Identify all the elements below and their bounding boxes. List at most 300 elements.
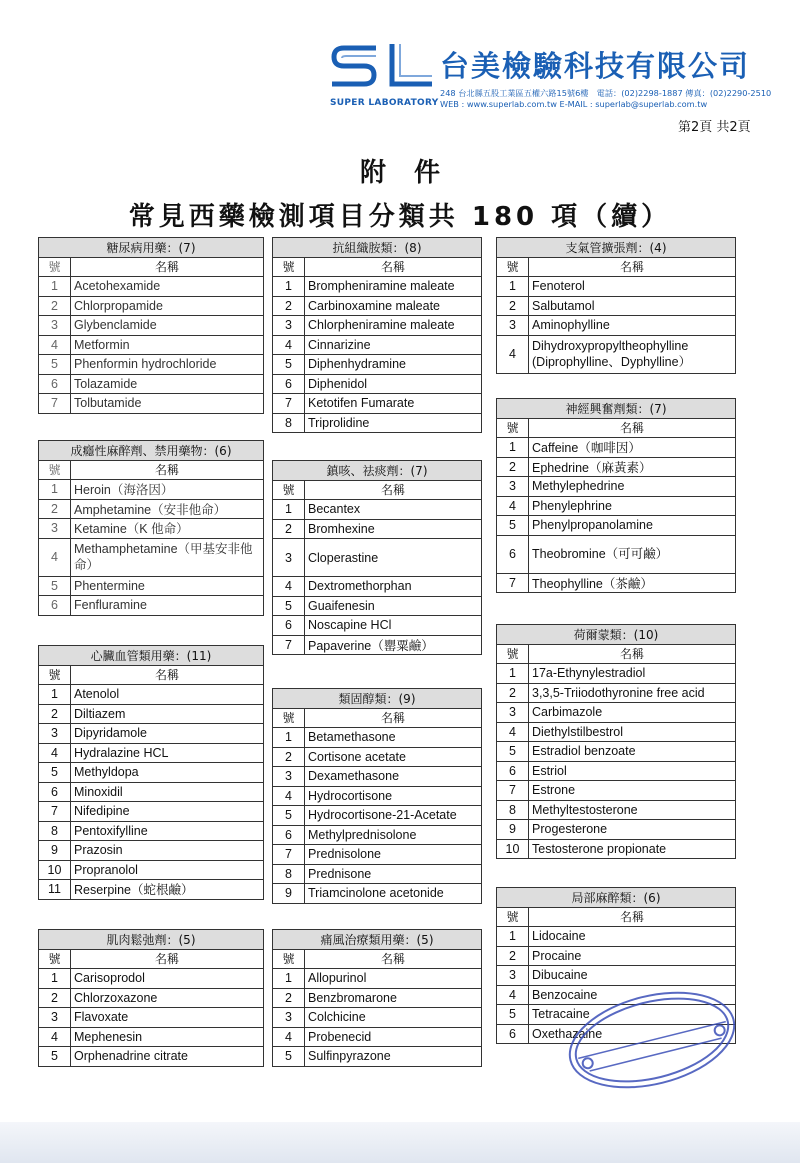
drug-name: Triprolidine — [305, 413, 482, 433]
column-header-num: 號 — [497, 907, 529, 927]
table-row — [497, 820, 736, 840]
row-number: 6 — [39, 374, 71, 394]
table-row — [497, 496, 736, 516]
table-row — [39, 335, 264, 355]
drug-name: Methylephedrine — [529, 477, 736, 497]
row-number: 8 — [39, 821, 71, 841]
row-number: 5 — [497, 1005, 529, 1025]
row-number: 3 — [39, 316, 71, 336]
drug-category-table — [272, 460, 482, 655]
column-header-name: 名稱 — [71, 665, 264, 685]
drug-category-table — [496, 624, 736, 859]
row-number: 6 — [497, 1024, 529, 1044]
table-row — [39, 499, 264, 519]
table-row — [273, 413, 482, 433]
column-header-num: 號 — [39, 949, 71, 969]
drug-name: Hydralazine HCL — [71, 743, 264, 763]
drug-name: Dexamethasone — [305, 767, 482, 787]
drug-category-table — [496, 237, 736, 374]
table-row — [39, 374, 264, 394]
drug-category-table — [38, 237, 264, 414]
row-number: 7 — [273, 635, 305, 655]
table-row — [497, 761, 736, 781]
drug-name: Methyltestosterone — [529, 800, 736, 820]
drug-name: Minoxidil — [71, 782, 264, 802]
drug-name: Brompheniramine maleate — [305, 277, 482, 297]
column-header-num: 號 — [273, 480, 305, 500]
drug-name: 3,3,5-Triiodothyronine free acid — [529, 683, 736, 703]
drug-name: Methyldopa — [71, 763, 264, 783]
row-number: 4 — [273, 1027, 305, 1047]
row-number: 5 — [273, 806, 305, 826]
row-number: 2 — [39, 499, 71, 519]
drug-name: Phentermine — [71, 576, 264, 596]
column-header-name: 名稱 — [305, 949, 482, 969]
row-number: 2 — [273, 519, 305, 539]
table-row — [273, 845, 482, 865]
category-title: 成癮性麻醉劑、禁用藥物：(6) — [39, 441, 264, 461]
row-number: 5 — [39, 1047, 71, 1067]
row-number: 4 — [39, 335, 71, 355]
table-row — [497, 946, 736, 966]
row-number: 5 — [273, 355, 305, 375]
row-number: 5 — [273, 1047, 305, 1067]
row-number: 6 — [39, 782, 71, 802]
column-header-name: 名稱 — [529, 907, 736, 927]
table-row — [39, 880, 264, 900]
drug-name: Chlorpropamide — [71, 296, 264, 316]
table-row — [273, 316, 482, 336]
row-number: 4 — [497, 985, 529, 1005]
drug-name: Carisoprodol — [71, 969, 264, 989]
company-name: 台美檢驗科技有限公司 — [440, 49, 751, 83]
table-row — [273, 806, 482, 826]
drug-name: Dihydroxypropyltheophylline (Diprophylline、Dyphylline） — [529, 335, 736, 373]
table-row — [273, 519, 482, 539]
drug-name: Guaifenesin — [305, 596, 482, 616]
row-number: 2 — [497, 946, 529, 966]
drug-name: Prazosin — [71, 841, 264, 861]
table-row — [273, 500, 482, 520]
drug-name: Atenolol — [71, 685, 264, 705]
letterhead — [0, 0, 800, 140]
drug-name: Salbutamol — [529, 296, 736, 316]
table-row — [273, 988, 482, 1008]
table-row — [497, 457, 736, 477]
drug-name: Hydrocortisone-21-Acetate — [305, 806, 482, 826]
drug-name: Ephedrine（麻黃素） — [529, 457, 736, 477]
sl-logo-icon — [330, 42, 434, 96]
drug-name: Cloperastine — [305, 539, 482, 577]
drug-name: Sulfinpyrazone — [305, 1047, 482, 1067]
column-header-name: 名稱 — [71, 949, 264, 969]
drug-name: Estrone — [529, 781, 736, 801]
table-row — [497, 800, 736, 820]
row-number: 7 — [497, 781, 529, 801]
column-header-name: 名稱 — [305, 257, 482, 277]
drug-name: Testosterone propionate — [529, 839, 736, 859]
column-header-num: 號 — [273, 708, 305, 728]
drug-name: Tolbutamide — [71, 394, 264, 414]
table-row — [39, 782, 264, 802]
table-row — [39, 394, 264, 414]
drug-name: Tetracaine — [529, 1005, 736, 1025]
drug-name: Lidocaine — [529, 927, 736, 947]
drug-name: Reserpine（蛇根鹼） — [71, 880, 264, 900]
drug-name: Theophylline（茶鹼） — [529, 573, 736, 593]
row-number: 3 — [497, 316, 529, 336]
drug-category-table — [272, 237, 482, 433]
row-number: 2 — [273, 988, 305, 1008]
column-header-num: 號 — [497, 257, 529, 277]
category-title: 糖尿病用藥：(7) — [39, 238, 264, 258]
row-number: 6 — [273, 825, 305, 845]
drug-name: Methylprednisolone — [305, 825, 482, 845]
drug-name: Betamethasone — [305, 728, 482, 748]
drug-name: Diethylstilbestrol — [529, 722, 736, 742]
category-title: 心臟血管類用藥：(11) — [39, 646, 264, 666]
table-row — [497, 781, 736, 801]
row-number: 11 — [39, 880, 71, 900]
company-logo — [330, 42, 439, 114]
row-number: 4 — [39, 743, 71, 763]
row-number: 3 — [39, 519, 71, 539]
row-number: 5 — [39, 355, 71, 375]
drug-name: Progesterone — [529, 820, 736, 840]
table-row — [273, 335, 482, 355]
page-number: 第2頁 共2頁 — [678, 120, 751, 135]
row-number: 1 — [273, 969, 305, 989]
row-number: 3 — [39, 724, 71, 744]
row-number: 7 — [273, 845, 305, 865]
row-number: 2 — [39, 704, 71, 724]
column-header-name: 名稱 — [529, 257, 736, 277]
drug-name: Hydrocortisone — [305, 786, 482, 806]
table-row — [497, 277, 736, 297]
drug-name: Dipyridamole — [71, 724, 264, 744]
company-address: 248 台北縣五股工業區五權六路15號6樓 電話：(02)2298-1887 傳真：(02)2290-2510 — [440, 88, 772, 98]
drug-name: Diphenhydramine — [305, 355, 482, 375]
drug-name: Benzocaine — [529, 985, 736, 1005]
table-row — [497, 927, 736, 947]
row-number: 2 — [39, 988, 71, 1008]
drug-name: Bromhexine — [305, 519, 482, 539]
row-number: 4 — [497, 722, 529, 742]
column-header-num: 號 — [273, 257, 305, 277]
drug-name: Triamcinolone acetonide — [305, 884, 482, 904]
drug-name: Diphenidol — [305, 374, 482, 394]
drug-name: Metformin — [71, 335, 264, 355]
category-title: 局部麻醉類：(6) — [497, 888, 736, 908]
drug-name: Benzbromarone — [305, 988, 482, 1008]
table-row — [497, 516, 736, 536]
table-row — [39, 969, 264, 989]
table-row — [273, 728, 482, 748]
table-row — [39, 576, 264, 596]
row-number: 7 — [497, 573, 529, 593]
row-number: 1 — [273, 728, 305, 748]
drug-name: Phenylpropanolamine — [529, 516, 736, 536]
drug-category-table — [496, 398, 736, 593]
category-title: 抗組織胺類：(8) — [273, 238, 482, 258]
drug-name: Fenfluramine — [71, 596, 264, 616]
table-row — [497, 477, 736, 497]
row-number: 3 — [273, 767, 305, 787]
table-row — [497, 722, 736, 742]
drug-name: Flavoxate — [71, 1008, 264, 1028]
attachment-title: 附件 — [359, 158, 468, 188]
table-row — [497, 335, 736, 373]
row-number: 2 — [273, 296, 305, 316]
table-row — [497, 296, 736, 316]
table-row — [273, 884, 482, 904]
table-row — [39, 685, 264, 705]
row-number: 8 — [273, 413, 305, 433]
drug-name: Chlorpheniramine maleate — [305, 316, 482, 336]
row-number: 1 — [497, 277, 529, 297]
drug-name: Propranolol — [71, 860, 264, 880]
table-row — [273, 296, 482, 316]
company-stamp — [562, 985, 742, 1095]
row-number: 2 — [273, 747, 305, 767]
table-row — [39, 1027, 264, 1047]
column-header-name: 名稱 — [305, 480, 482, 500]
drug-category-table — [38, 645, 264, 900]
drug-name: Acetohexamide — [71, 277, 264, 297]
table-row — [273, 969, 482, 989]
table-row — [497, 573, 736, 593]
drug-name: Dextromethorphan — [305, 577, 482, 597]
row-number: 2 — [39, 296, 71, 316]
row-number: 4 — [497, 335, 529, 373]
drug-name: Procaine — [529, 946, 736, 966]
row-number: 1 — [497, 438, 529, 458]
drug-name: Pentoxifylline — [71, 821, 264, 841]
column-header-num: 號 — [497, 418, 529, 438]
column-header-name: 名稱 — [305, 708, 482, 728]
drug-name: Theobromine（可可鹼） — [529, 535, 736, 573]
drug-name: Prednisolone — [305, 845, 482, 865]
row-number: 10 — [497, 839, 529, 859]
table-row — [273, 635, 482, 655]
drug-name: Phenylephrine — [529, 496, 736, 516]
drug-name: Prednisone — [305, 864, 482, 884]
drug-category-table — [38, 440, 264, 616]
page-bottom-bar — [0, 1122, 800, 1163]
table-row — [273, 355, 482, 375]
drug-name: Noscapine HCl — [305, 616, 482, 636]
category-title: 類固醇類：(9) — [273, 689, 482, 709]
column-header-num: 號 — [39, 665, 71, 685]
drug-name: Methamphetamine（甲基安非他命） — [71, 538, 264, 576]
row-number: 1 — [273, 277, 305, 297]
drug-name: Cortisone acetate — [305, 747, 482, 767]
row-number: 1 — [39, 277, 71, 297]
category-title: 荷爾蒙類：(10) — [497, 625, 736, 645]
table-row — [497, 966, 736, 986]
table-row — [273, 1008, 482, 1028]
table-row — [497, 742, 736, 762]
table-row — [39, 860, 264, 880]
row-number: 7 — [39, 802, 71, 822]
table-row — [273, 539, 482, 577]
row-number: 4 — [273, 786, 305, 806]
drug-name: Fenoterol — [529, 277, 736, 297]
drug-name: Carbinoxamine maleate — [305, 296, 482, 316]
row-number: 9 — [273, 884, 305, 904]
row-number: 5 — [497, 742, 529, 762]
drug-name: Allopurinol — [305, 969, 482, 989]
row-number: 1 — [39, 685, 71, 705]
row-number: 4 — [497, 496, 529, 516]
row-number: 5 — [273, 596, 305, 616]
column-header-num: 號 — [273, 949, 305, 969]
table-row — [273, 374, 482, 394]
drug-name: Aminophylline — [529, 316, 736, 336]
row-number: 5 — [39, 576, 71, 596]
table-row — [39, 355, 264, 375]
column-header-num: 號 — [39, 460, 71, 480]
row-number: 3 — [497, 703, 529, 723]
drug-name: Oxethazaine — [529, 1024, 736, 1044]
table-row — [497, 535, 736, 573]
row-number: 9 — [497, 820, 529, 840]
logo-subtitle: SUPER LABORATORY — [330, 98, 439, 108]
table-row — [39, 724, 264, 744]
table-row — [273, 596, 482, 616]
drug-name: Cinnarizine — [305, 335, 482, 355]
table-row — [39, 802, 264, 822]
table-row — [497, 839, 736, 859]
drug-name: Probenecid — [305, 1027, 482, 1047]
row-number: 4 — [273, 335, 305, 355]
drug-name: Colchicine — [305, 1008, 482, 1028]
row-number: 6 — [497, 761, 529, 781]
drug-name: Diltiazem — [71, 704, 264, 724]
table-row — [497, 703, 736, 723]
row-number: 1 — [497, 927, 529, 947]
table-row — [39, 519, 264, 539]
row-number: 4 — [39, 538, 71, 576]
drug-category-table — [272, 688, 482, 904]
table-row — [39, 596, 264, 616]
row-number: 1 — [39, 969, 71, 989]
row-number: 9 — [39, 841, 71, 861]
table-row — [273, 864, 482, 884]
row-number: 3 — [273, 316, 305, 336]
table-row — [39, 821, 264, 841]
table-row — [273, 747, 482, 767]
drug-name: Heroin（海洛因） — [71, 480, 264, 500]
table-row — [39, 1008, 264, 1028]
table-row — [273, 577, 482, 597]
drug-name: Glybenclamide — [71, 316, 264, 336]
category-title: 肌肉鬆弛劑：(5) — [39, 930, 264, 950]
table-row — [273, 1027, 482, 1047]
drug-name: Amphetamine（安非他命） — [71, 499, 264, 519]
table-row — [39, 841, 264, 861]
company-web: WEB : www.superlab.com.tw E-MAIL : superlab@superlab.com.tw — [440, 99, 708, 109]
row-number: 3 — [273, 539, 305, 577]
row-number: 6 — [497, 535, 529, 573]
drug-name: Becantex — [305, 500, 482, 520]
table-row — [273, 1047, 482, 1067]
drug-name: Dibucaine — [529, 966, 736, 986]
document-title: 常見西藥檢測項目分類共 180 項（續） — [128, 202, 672, 232]
table-row — [273, 616, 482, 636]
table-row — [497, 683, 736, 703]
row-number: 7 — [39, 394, 71, 414]
table-row — [39, 316, 264, 336]
row-number: 3 — [273, 1008, 305, 1028]
row-number: 4 — [273, 577, 305, 597]
column-header-num: 號 — [39, 257, 71, 277]
table-row — [39, 763, 264, 783]
drug-name: Carbimazole — [529, 703, 736, 723]
row-number: 4 — [39, 1027, 71, 1047]
row-number: 6 — [39, 596, 71, 616]
category-title: 痛風治療類用藥：(5) — [273, 930, 482, 950]
stamp-seal-icon — [562, 985, 742, 1095]
drug-name: Orphenadrine citrate — [71, 1047, 264, 1067]
table-row — [39, 296, 264, 316]
category-title: 鎮咳、祛痰劑：(7) — [273, 461, 482, 481]
drug-name: Phenformin hydrochloride — [71, 355, 264, 375]
column-header-name: 名稱 — [71, 460, 264, 480]
table-row — [497, 316, 736, 336]
row-number: 8 — [497, 800, 529, 820]
category-title: 神經興奮劑類：(7) — [497, 399, 736, 419]
table-row — [39, 480, 264, 500]
drug-name: Ketotifen Fumarate — [305, 394, 482, 414]
table-row — [497, 438, 736, 458]
table-row — [273, 767, 482, 787]
row-number: 3 — [497, 477, 529, 497]
table-row — [39, 743, 264, 763]
row-number: 1 — [39, 480, 71, 500]
drug-name: Chlorzoxazone — [71, 988, 264, 1008]
drug-name: Estriol — [529, 761, 736, 781]
row-number: 1 — [497, 664, 529, 684]
table-row — [39, 704, 264, 724]
drug-name: Mephenesin — [71, 1027, 264, 1047]
row-number: 7 — [273, 394, 305, 414]
row-number: 6 — [273, 374, 305, 394]
column-header-num: 號 — [497, 644, 529, 664]
drug-name: 17a-Ethynylestradiol — [529, 664, 736, 684]
drug-name: Estradiol benzoate — [529, 742, 736, 762]
table-row — [39, 538, 264, 576]
row-number: 1 — [273, 500, 305, 520]
row-number: 6 — [273, 616, 305, 636]
drug-name: Caffeine（咖啡因） — [529, 438, 736, 458]
table-row — [273, 277, 482, 297]
drug-name: Nifedipine — [71, 802, 264, 822]
table-row — [273, 825, 482, 845]
row-number: 10 — [39, 860, 71, 880]
table-row — [273, 394, 482, 414]
drug-name: Tolazamide — [71, 374, 264, 394]
row-number: 8 — [273, 864, 305, 884]
drug-name: Ketamine（K 他命） — [71, 519, 264, 539]
column-header-name: 名稱 — [529, 418, 736, 438]
drug-category-table — [38, 929, 264, 1067]
category-title: 支氣管擴張劑：(4) — [497, 238, 736, 258]
column-header-name: 名稱 — [529, 644, 736, 664]
drug-name: Papaverine（罌粟鹼） — [305, 635, 482, 655]
row-number: 2 — [497, 296, 529, 316]
column-header-name: 名稱 — [71, 257, 264, 277]
